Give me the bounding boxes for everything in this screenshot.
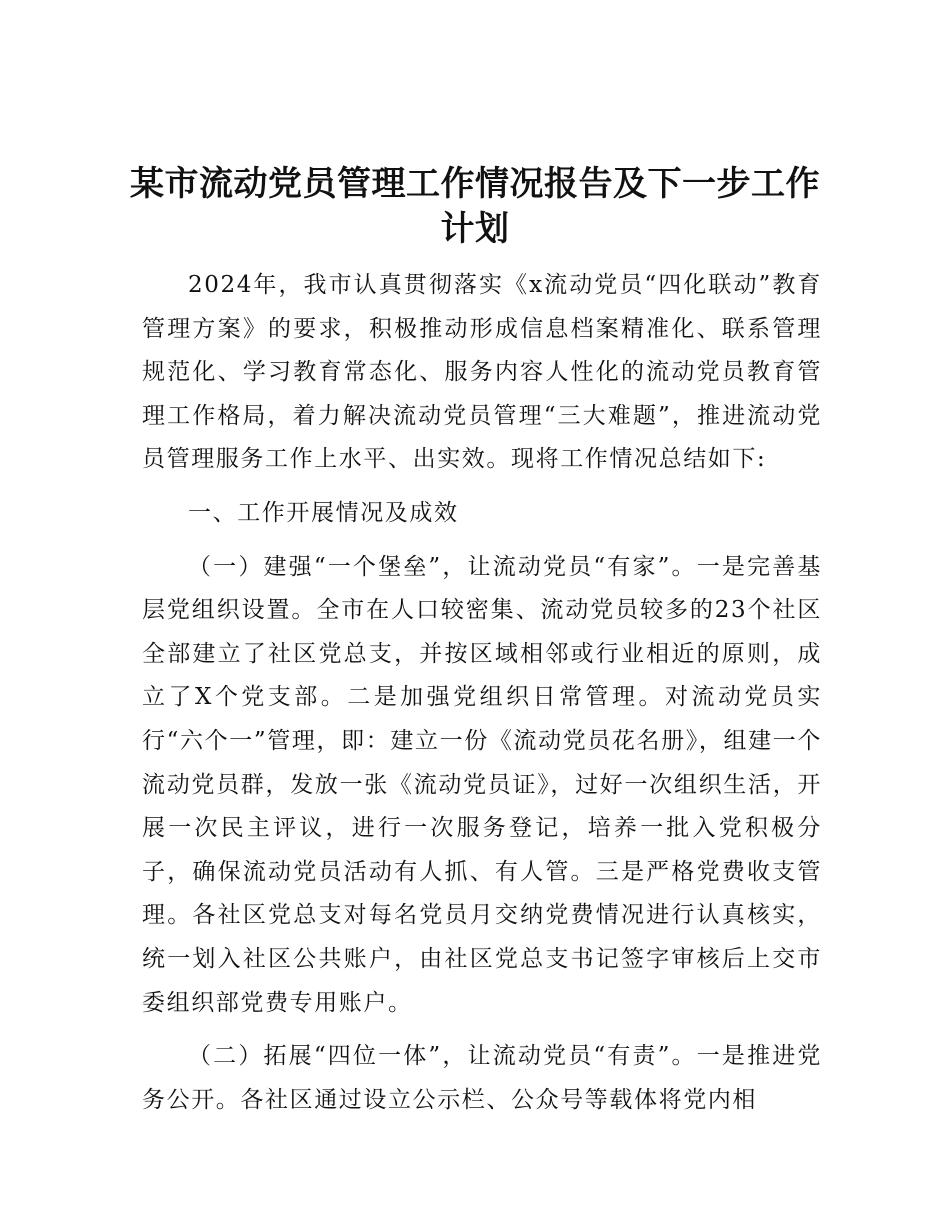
subsection-paragraph-2: （二）拓展“四位一体”，让流动党员“有责”。一是推进党务公开。各社区通过设立公示栏、公众号等载体将党内相 [142,1043,822,1113]
subsection-paragraph-1: （一）建强“一个堡垒”，让流动党员“有家”。一是完善基层党组织设置。全市在人口较密集、流动党员较多的23个社区全部建立了社区党总支，并按区域相邻或行业相近的原则，成立了X个党支部。二是加强党组织日常管理。对流动党员实行“六个一”管理，即：建立一份《流动党员花名册》，组建一个流动党员群，发放一张《流动党员证》，过好一次组织生活，开展一次民主评议，进行一次服务登记，培养一批入党积极分子，确保流动党员活动有人抓、有人管。三是严格党费收支管理。各社区党总支对每名党员月交纳党费情况进行认真核实，统一划入社区公共账户，由社区党总支书记签字审核后上交市委组织部党费专用账户。 [142,553,822,1016]
paragraph-gap [142,1025,822,1035]
title-line-2: 计划 [440,209,510,249]
section-heading-1: 一、工作开展情况及成效 [188,499,459,526]
document-title [120,162,830,252]
paragraph-gap [142,482,822,492]
paragraph-gap [142,536,822,546]
intro-paragraph: 2024年，我市认真贯彻落实《x流动党员“四化联动”教育管理方案》的要求，积极推动形成信息档案精准化、联系管理规范化、学习教育常态化、服务内容人性化的流动党员教育管理工作格局，着力解决流动党员管理“三大难题”，推进流动党员管理服务工作上水平、出实效。现将工作情况总结如下: [142,272,822,473]
title-line-1: 某市流动党员管理工作情况报告及下一步工作 [130,164,820,204]
document-body [142,264,822,1122]
